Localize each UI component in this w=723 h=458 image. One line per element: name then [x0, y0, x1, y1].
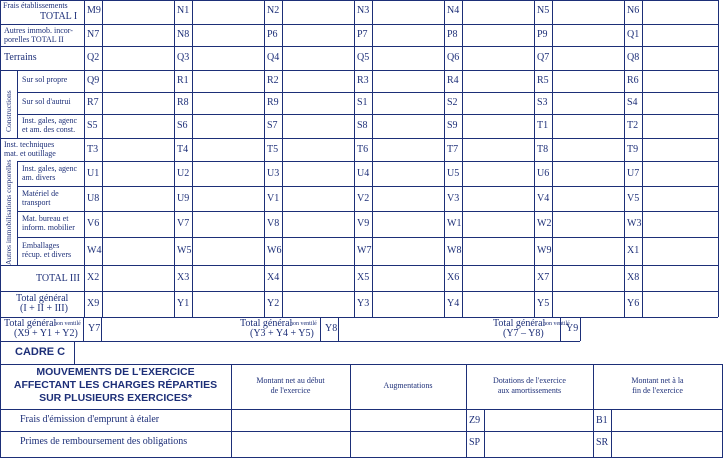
- row-label: Emballages: [22, 241, 60, 250]
- cadre-c-title: CADRE C: [15, 346, 66, 358]
- amount-field[interactable]: [643, 187, 718, 211]
- field-code: Y7: [88, 323, 101, 334]
- amount-field[interactable]: [351, 410, 465, 431]
- cadre-row-label: Primes de remboursement des obligations: [20, 436, 188, 447]
- amount-field[interactable]: [373, 93, 444, 114]
- amount-field[interactable]: [283, 266, 354, 291]
- field-code: U3: [267, 167, 280, 179]
- field-code: Y4: [447, 298, 460, 309]
- field-code: X2: [87, 272, 100, 283]
- row-label: Matériel de: [22, 188, 59, 198]
- amount-field[interactable]: [232, 432, 349, 453]
- nonventile-formula: (Y3 + Y4 + Y5): [250, 328, 314, 339]
- amount-field[interactable]: [373, 1, 444, 24]
- field-code: W1: [447, 218, 462, 229]
- amount-field[interactable]: [373, 266, 444, 291]
- column-line: [534, 0, 535, 317]
- amount-field[interactable]: [351, 432, 465, 453]
- row-label-total: TOTAL I: [40, 11, 78, 22]
- field-code: Q9: [87, 75, 100, 86]
- field-code: S7: [267, 120, 278, 131]
- field-code: X9: [87, 298, 100, 309]
- grid-right-border: [718, 0, 719, 317]
- amount-field[interactable]: [193, 47, 264, 70]
- row-label: Total général: [16, 293, 69, 304]
- field-code: P9: [537, 29, 548, 40]
- field-code: N7: [87, 29, 100, 40]
- amount-field[interactable]: [463, 47, 534, 70]
- amount-field[interactable]: [283, 162, 354, 186]
- field-code: U2: [177, 167, 190, 179]
- nonventile-label: Total général: [4, 318, 57, 329]
- amount-field[interactable]: [553, 292, 624, 317]
- amount-field[interactable]: [643, 71, 718, 92]
- field-code: Y5: [537, 298, 550, 309]
- amount-field[interactable]: [553, 93, 624, 114]
- amount-field[interactable]: [103, 139, 174, 161]
- field-code: P8: [447, 29, 458, 40]
- nonventile-divider: [101, 317, 102, 341]
- row-label: Sur sol propre: [22, 75, 68, 84]
- cadre-row-label: Frais d'émission d'emprunt à étaler: [20, 414, 160, 425]
- row-label: Inst. techniques: [4, 139, 55, 149]
- amount-field[interactable]: [283, 292, 354, 317]
- col-header: Montant net à la: [631, 376, 684, 385]
- field-code: S4: [627, 97, 638, 108]
- column-line: [174, 0, 175, 317]
- field-code: U9: [177, 192, 190, 204]
- field-code: N4: [447, 5, 460, 16]
- amount-field[interactable]: [463, 266, 534, 291]
- amount-field[interactable]: [103, 25, 174, 46]
- field-code: X6: [447, 272, 460, 283]
- amount-field[interactable]: [193, 71, 264, 92]
- amount-field[interactable]: [463, 139, 534, 161]
- row-label-sub: transport: [22, 197, 51, 207]
- field-code: T5: [267, 143, 279, 155]
- amount-field[interactable]: [463, 1, 534, 24]
- row-label: Inst. gales, agenc: [22, 163, 78, 173]
- row-label: Mat. bureau et: [22, 214, 69, 223]
- amount-field[interactable]: [553, 266, 624, 291]
- field-code: W8: [447, 245, 462, 256]
- amount-field[interactable]: [553, 47, 624, 70]
- grid-left-border: [0, 0, 1, 317]
- cadre-title-sep: [74, 342, 75, 364]
- amount-field[interactable]: [553, 187, 624, 211]
- field-code: Q3: [177, 52, 190, 63]
- field-code: W4: [87, 245, 102, 256]
- amount-field[interactable]: [103, 266, 174, 291]
- amount-field[interactable]: [553, 25, 624, 46]
- row-label: Frais établissements: [3, 1, 68, 10]
- amount-field[interactable]: [283, 1, 354, 24]
- row-label-sub: récup. et divers: [22, 250, 72, 259]
- amount-field[interactable]: [373, 47, 444, 70]
- field-code: N2: [267, 5, 280, 16]
- amount-field[interactable]: [581, 318, 723, 341]
- field-code: U1: [87, 167, 100, 179]
- nonventile-formula: (X9 + Y1 + Y2): [14, 328, 78, 339]
- row-label: Inst. gales, agenc: [22, 116, 78, 125]
- field-code: X7: [537, 272, 550, 283]
- col-header: Augmentations: [383, 381, 433, 390]
- amount-field[interactable]: [373, 292, 444, 317]
- field-code: X8: [627, 272, 640, 283]
- col-header: aux amortissements: [497, 386, 562, 395]
- field-code: S3: [537, 97, 548, 108]
- field-code: R4: [447, 75, 459, 86]
- field-code: T9: [627, 143, 639, 155]
- column-line: [354, 0, 355, 317]
- amount-field[interactable]: [193, 212, 264, 237]
- amount-field[interactable]: [103, 292, 174, 317]
- amount-field[interactable]: [103, 1, 174, 24]
- amount-field[interactable]: [463, 115, 534, 138]
- amount-field[interactable]: [463, 71, 534, 92]
- constructions-side-label: Constructions: [4, 90, 13, 132]
- amount-field[interactable]: [193, 266, 264, 291]
- row-label-sub: inform. mobilier: [22, 223, 75, 232]
- field-code: U4: [357, 167, 370, 179]
- amount-field[interactable]: [485, 432, 592, 453]
- field-code: U8: [87, 192, 100, 204]
- field-code: V8: [267, 218, 280, 229]
- field-code: V2: [357, 192, 370, 204]
- nonventile-label: Total général: [240, 318, 293, 329]
- amount-field[interactable]: [553, 162, 624, 186]
- nonventile-left: [0, 317, 1, 341]
- field-code: W2: [537, 218, 552, 229]
- amount-field[interactable]: [643, 1, 718, 24]
- autres-immob-side-label: Autres immobilisations corporelles: [4, 159, 13, 265]
- amount-field[interactable]: [553, 238, 624, 265]
- amount-field[interactable]: [103, 162, 174, 186]
- field-code: M9: [87, 5, 101, 16]
- amount-field[interactable]: [193, 25, 264, 46]
- amount-field[interactable]: [553, 71, 624, 92]
- amount-field[interactable]: [193, 139, 264, 161]
- field-code: Q5: [357, 52, 370, 63]
- field-code: V9: [357, 218, 370, 229]
- side-column-line: [17, 161, 18, 265]
- row-label: Autres immob. incor-: [4, 26, 73, 35]
- nonventile-divider: [320, 317, 321, 341]
- side-column-line: [17, 70, 18, 138]
- field-code: S8: [357, 120, 368, 131]
- field-code: P6: [267, 29, 278, 40]
- field-code: Q4: [267, 52, 280, 63]
- field-code: S6: [177, 120, 188, 131]
- field-code: T6: [357, 143, 369, 155]
- amount-field[interactable]: [283, 93, 354, 114]
- field-code: T7: [447, 143, 459, 155]
- field-code: R8: [177, 97, 189, 108]
- field-code: U6: [537, 167, 550, 179]
- amount-field[interactable]: [283, 139, 354, 161]
- amount-field[interactable]: [193, 187, 264, 211]
- amount-field[interactable]: [193, 115, 264, 138]
- amount-field[interactable]: [373, 71, 444, 92]
- amount-field[interactable]: [103, 47, 174, 70]
- amount-field[interactable]: [283, 47, 354, 70]
- field-code: T4: [177, 143, 189, 155]
- amount-field[interactable]: [373, 139, 444, 161]
- field-code: W3: [627, 218, 642, 229]
- amount-field[interactable]: [463, 292, 534, 317]
- field-code: Q8: [627, 52, 640, 63]
- row-label: Terrains: [4, 52, 37, 63]
- row-label-sub: et am. des const.: [22, 125, 76, 134]
- row-label-total: porelles TOTAL II: [4, 35, 64, 44]
- field-code: Y9: [566, 323, 579, 334]
- field-code: SR: [596, 437, 609, 448]
- nonventile-formula: (Y7 – Y8): [503, 328, 544, 339]
- field-code: R3: [357, 75, 369, 86]
- amount-field[interactable]: [643, 25, 718, 46]
- field-code: N6: [627, 5, 640, 16]
- field-code: Y3: [357, 298, 370, 309]
- field-code: W6: [267, 245, 282, 256]
- field-code: Y8: [325, 323, 338, 334]
- field-code: N5: [537, 5, 550, 16]
- amount-field[interactable]: [553, 139, 624, 161]
- field-code: N8: [177, 29, 190, 40]
- field-code: Y2: [267, 298, 280, 309]
- amount-field[interactable]: [373, 238, 444, 265]
- field-code: W7: [357, 245, 372, 256]
- field-code: S2: [447, 97, 458, 108]
- amount-field[interactable]: [485, 410, 592, 431]
- cadre-title-bottom: [0, 364, 722, 365]
- amount-field[interactable]: [103, 238, 174, 265]
- amount-field[interactable]: [193, 162, 264, 186]
- amount-field[interactable]: [193, 238, 264, 265]
- amount-field[interactable]: [373, 212, 444, 237]
- field-code: SP: [469, 437, 481, 448]
- amount-field[interactable]: [103, 115, 174, 138]
- amount-field[interactable]: [193, 1, 264, 24]
- column-line: [84, 0, 85, 317]
- amount-field[interactable]: [103, 71, 174, 92]
- amount-field[interactable]: [463, 238, 534, 265]
- col-header: fin de l'exercice: [632, 386, 683, 395]
- field-code: Q7: [537, 52, 550, 63]
- amount-field[interactable]: [373, 162, 444, 186]
- field-code: R7: [87, 97, 99, 108]
- field-code: S5: [87, 120, 98, 131]
- amount-field[interactable]: [643, 162, 718, 186]
- cadre-header-line: MOUVEMENTS DE L'EXERCICE: [36, 366, 195, 378]
- nonventile-sub: non ventilé: [54, 321, 81, 327]
- field-code: S9: [447, 120, 458, 131]
- amount-field[interactable]: [643, 212, 718, 237]
- amount-field[interactable]: [553, 115, 624, 138]
- amount-field[interactable]: [463, 93, 534, 114]
- amount-field[interactable]: [283, 212, 354, 237]
- field-code: U7: [627, 167, 640, 179]
- cadre-header-line: SUR PLUSIEURS EXERCICES*: [39, 392, 192, 404]
- amount-field[interactable]: [232, 410, 349, 431]
- amount-field[interactable]: [283, 115, 354, 138]
- field-code: W5: [177, 245, 192, 256]
- field-code: N1: [177, 5, 190, 16]
- field-code: V6: [87, 218, 100, 229]
- col-header: Montant net au début: [256, 376, 325, 385]
- field-code: T8: [537, 143, 549, 155]
- amount-field[interactable]: [103, 212, 174, 237]
- amount-field[interactable]: [612, 432, 721, 453]
- field-code: V7: [177, 218, 190, 229]
- amount-field[interactable]: [553, 1, 624, 24]
- field-code: T1: [537, 120, 549, 131]
- amount-field[interactable]: [283, 238, 354, 265]
- column-line: [444, 0, 445, 317]
- amount-field[interactable]: [643, 238, 718, 265]
- field-code: X4: [267, 272, 280, 283]
- nonventile-divider: [338, 317, 339, 341]
- amount-field[interactable]: [643, 115, 718, 138]
- amount-field[interactable]: [463, 25, 534, 46]
- amount-field[interactable]: [553, 212, 624, 237]
- field-code: X1: [627, 245, 640, 256]
- field-code: S1: [357, 97, 368, 108]
- field-code: P7: [357, 29, 368, 40]
- field-code: T3: [87, 143, 99, 155]
- amount-field[interactable]: [103, 187, 174, 211]
- field-code: Z9: [469, 415, 481, 426]
- column-line: [264, 0, 265, 317]
- field-code: X5: [357, 272, 370, 283]
- amount-field[interactable]: [463, 187, 534, 211]
- amount-field[interactable]: [463, 212, 534, 237]
- field-code: R1: [177, 75, 189, 86]
- field-code: V3: [447, 192, 460, 204]
- amount-field[interactable]: [283, 187, 354, 211]
- row-label-sub: mat. et outillage: [4, 148, 56, 158]
- field-code: R5: [537, 75, 549, 86]
- field-code: R9: [267, 97, 279, 108]
- amount-field[interactable]: [373, 115, 444, 138]
- field-code: T2: [627, 120, 639, 131]
- col-header: Dotations de l'exercice: [493, 376, 566, 385]
- column-line: [624, 0, 625, 317]
- amount-field[interactable]: [193, 93, 264, 114]
- col-header: de l'exercice: [270, 386, 311, 395]
- field-code: X3: [177, 272, 190, 283]
- amount-field[interactable]: [373, 25, 444, 46]
- amount-field[interactable]: [283, 71, 354, 92]
- field-code: U5: [447, 167, 460, 179]
- field-code: B1: [596, 415, 608, 426]
- field-code: R6: [627, 75, 639, 86]
- field-code: V1: [267, 192, 280, 204]
- cadre-header-line: AFFECTANT LES CHARGES RÉPARTIES: [13, 379, 218, 391]
- field-code: Q1: [627, 29, 640, 40]
- amount-field[interactable]: [193, 292, 264, 317]
- field-code: Q2: [87, 52, 100, 63]
- row-label-sub: (I + II + III): [20, 303, 68, 314]
- field-code: V5: [627, 192, 640, 204]
- amount-field[interactable]: [463, 162, 534, 186]
- nonventile-divider: [83, 317, 84, 341]
- field-code: Y1: [177, 298, 190, 309]
- amount-field[interactable]: [612, 410, 721, 431]
- amount-field[interactable]: [103, 93, 174, 114]
- row-label: Sur sol d'autrui: [22, 97, 71, 106]
- row-label-total: TOTAL III: [36, 273, 80, 284]
- nonventile-bottom-line: [0, 341, 580, 342]
- field-code: N3: [357, 5, 370, 16]
- field-code: V4: [537, 192, 550, 204]
- amount-field[interactable]: [643, 292, 718, 317]
- nonventile-sub: non ventilé: [290, 321, 317, 327]
- field-code: W9: [537, 245, 552, 256]
- amount-field[interactable]: [283, 25, 354, 46]
- amount-field[interactable]: [373, 187, 444, 211]
- amount-field[interactable]: [643, 266, 718, 291]
- field-code: R2: [267, 75, 279, 86]
- amount-field[interactable]: [643, 93, 718, 114]
- row-label-sub: am. divers: [22, 172, 56, 182]
- amount-field[interactable]: [643, 47, 718, 70]
- nonventile-sub: non ventilé: [543, 321, 570, 327]
- amount-field[interactable]: [643, 139, 718, 161]
- field-code: Y6: [627, 298, 640, 309]
- nonventile-label: Total général: [493, 318, 546, 329]
- field-code: Q6: [447, 52, 460, 63]
